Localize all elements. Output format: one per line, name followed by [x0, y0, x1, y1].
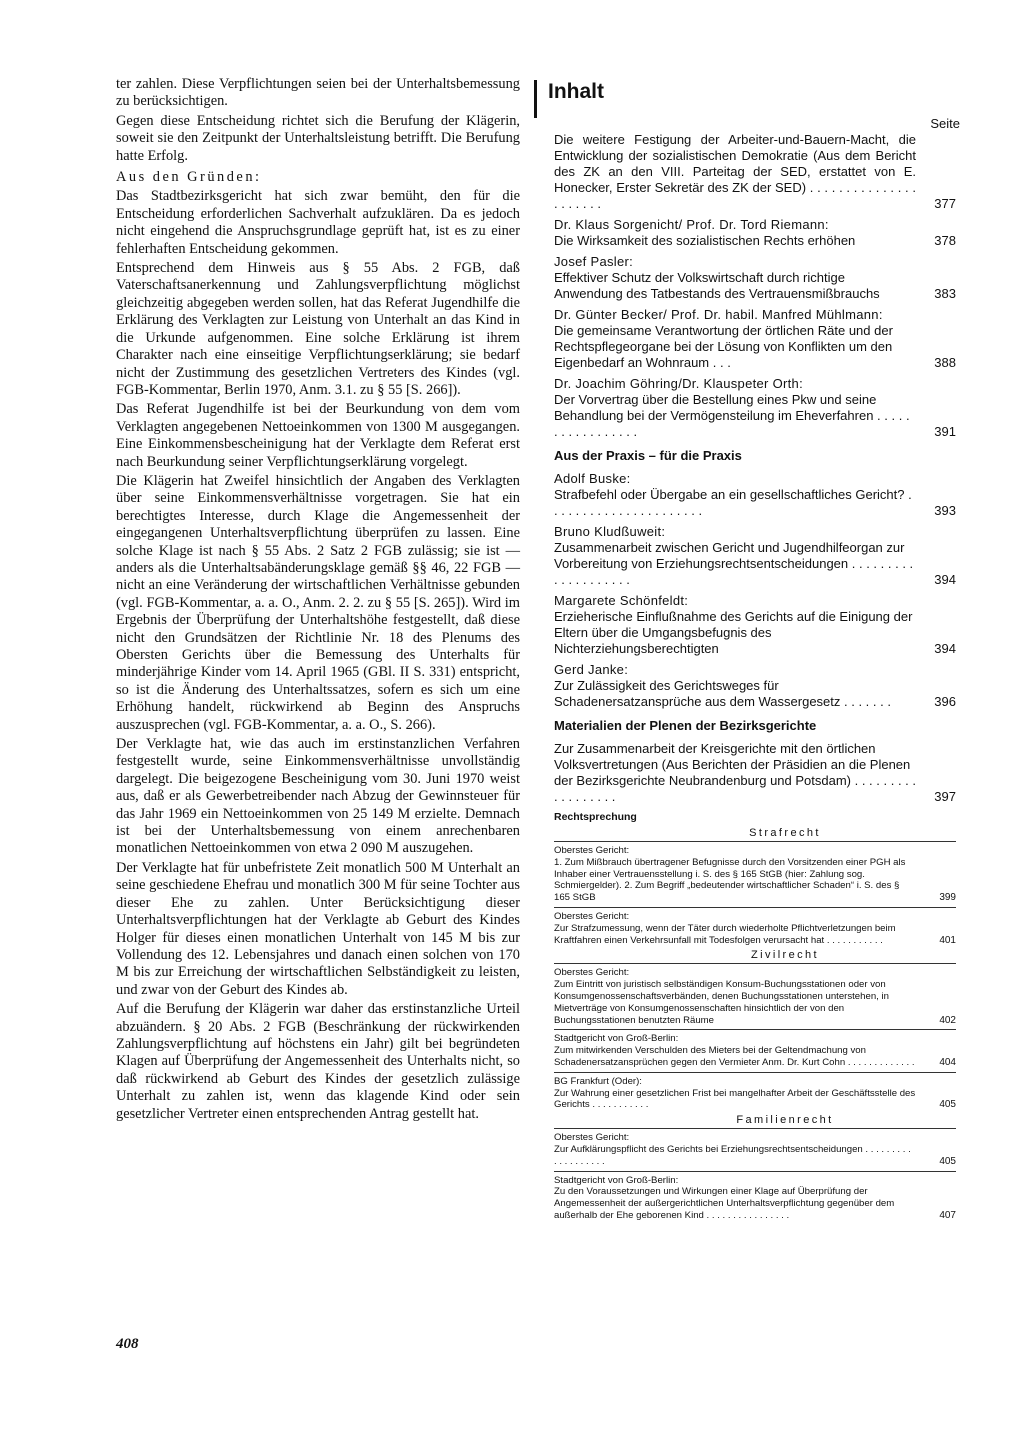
- case-court: Oberstes Gericht:: [554, 845, 630, 856]
- subsection-familienrecht: Familienrecht: [736, 1114, 834, 1127]
- vertical-rule: [534, 80, 537, 118]
- divider: [554, 1171, 956, 1172]
- case-page: 404: [939, 1056, 956, 1068]
- toc-entry: [554, 376, 956, 440]
- case-entry: [554, 967, 956, 1026]
- case-entry: [554, 1076, 956, 1111]
- page-number: 408: [116, 1336, 139, 1352]
- toc-entry-title: Der Vorvertrag über die Bestellung eines Pkw und seine Behandlung bei der Vermögensteilung im Eheverfahren . . . . . . . . . . . . . . . . .: [554, 392, 910, 439]
- toc-entry-page: 394: [934, 641, 956, 656]
- toc-entry: [554, 307, 956, 371]
- case-page: 407: [939, 1209, 956, 1221]
- toc-entry: [554, 254, 956, 302]
- paragraph: ter zahlen. Diese Verpflichtungen seien bei der Unterhaltsbemessung zu berücksichtigen.: [116, 76, 520, 110]
- toc-entry-page: 397: [934, 789, 956, 804]
- section-heading-praxis: Aus der Praxis – für die Praxis: [554, 448, 742, 463]
- toc-entry-author: Margarete Schönfeldt:: [554, 593, 689, 608]
- toc-entry-title: Die gemeinsame Verantwortung der örtlichen Räte und der Rechtspflegeorgane bei der Lösung von Konflikten um den Eigenbedarf an Wohnraum . . .: [554, 323, 893, 370]
- divider: [554, 963, 956, 964]
- toc-entry-title: Effektiver Schutz der Volkswirtschaft durch richtige Anwendung des Tatbestands des Vertrauensmißbrauchs: [554, 270, 880, 301]
- case-page: 402: [939, 1014, 956, 1026]
- toc-entry: [554, 132, 956, 212]
- toc-entry-title: Erzieherische Einflußnahme des Gerichts auf die Einigung der Eltern über die Umgangsbefugnis des Nichterziehungsberechtigten: [554, 609, 913, 656]
- toc-entry-page: 391: [934, 424, 956, 439]
- toc-entry: [554, 524, 956, 588]
- toc-entry-title: Die weitere Festigung der Arbeiter-und-Bauern-Macht, die Entwicklung der sozialistischen Demokratie (Aus dem Bericht des ZK an den VIII. Parteitag der SED, erstattet von E. Honecker, Erster Sekretär des ZK der SED) . . . . . . . . . . . . . . . . . . . . . .: [554, 132, 916, 211]
- toc-entry: [554, 471, 956, 519]
- case-court: BG Frankfurt (Oder):: [554, 1075, 642, 1087]
- divider: [554, 1128, 956, 1129]
- case-text: 1. Zum Mißbrauch übertragener Befugnisse durch den Vorsitzenden einer PGH als Inhaber einer Vertrauensstellung i. S. des § 165 StGB (hier: Zahlung sog. Schmiergelder). 2. Zum Begriff „bedeutender wirtschaftlicher Schaden“ i. S. des § 165 StGB: [554, 856, 906, 904]
- divider: [554, 907, 956, 908]
- toc-entry-page: 388: [934, 355, 956, 370]
- divider: [554, 1029, 956, 1030]
- toc-entry-title: Zusammenarbeit zwischen Gericht und Jugendhilfeorgan zur Vorbereitung von Erziehungsrechtsentscheidungen . . . . . . . . . . . . . . . . . . . .: [554, 540, 914, 587]
- case-court: Oberstes Gericht:: [554, 1132, 630, 1144]
- toc-entry: [554, 741, 956, 805]
- case-text: Zum mitwirkenden Verschulden des Mieters bei der Geltendmachung von Schadenersatzansprüchen gegen den Vermieter Anm. Dr. Kurt Cohn . . . . . . . . . . . . .: [554, 1045, 915, 1068]
- toc-entry-author: Gerd Janke:: [554, 662, 629, 677]
- case-text: Zur Wahrung einer gesetzlichen Frist bei mangelhafter Arbeit der Geschäftsstelle des Gerichts . . . . . . . . . . .: [554, 1087, 916, 1111]
- case-page: 401: [939, 934, 956, 946]
- case-page: 405: [939, 1099, 956, 1111]
- case-court: Stadtgericht von Groß-Berlin:: [554, 1174, 679, 1186]
- toc-entry-page: 393: [934, 503, 956, 518]
- section-heading-rechtsprechung: Rechtsprechung: [554, 811, 637, 823]
- toc-entries: [554, 132, 956, 1225]
- toc-title: Inhalt: [548, 80, 604, 103]
- toc-entry: [554, 662, 956, 710]
- toc-entry: [554, 593, 956, 657]
- paragraph: Der Verklagte hat, wie das auch im erstinstanzlichen Verfahren festgestellt wurde, seine Einkommensverhältnisse unvollständig dargelegt. Die beigezogene Bescheinigung vom 30. Juni 1970 weist aus, daß er als Gewerbetreibender nach Abzug der Gewinnsteuer für das Jahr 1969 ein Nettoeinkommen von 25 149 M erzielte. Demnach ist bei der Unterhaltsbemessung von einem anrechenbaren monatlichen Nettoeinkommen von etwa 2 090 M auszugehen.: [116, 736, 520, 857]
- toc-entry-author: Dr. Joachim Göhring/Dr. Klauspeter Orth:: [554, 376, 803, 391]
- case-text: Zu den Voraussetzungen und Wirkungen einer Klage auf Überprüfung der Angemessenheit der außergerichtlichen Unterhaltsverpflichtung gegenüber dem außerhalb der Ehe geborenen Kind . . . . . . . . . . . . . . . .: [554, 1186, 895, 1221]
- case-entry: [554, 1132, 956, 1167]
- toc-entry-page: 383: [934, 286, 956, 301]
- left-column: [116, 76, 520, 1125]
- case-entry: [554, 1175, 956, 1222]
- toc-entry-author: Bruno Kludßuweit:: [554, 524, 666, 539]
- subsection-strafrecht: Strafrecht: [749, 827, 821, 839]
- paragraph: Entsprechend dem Hinweis aus § 55 Abs. 2 FGB, daß Vaterschaftsanerkennung und Zahlungsverpflichtung möglichst gleichzeitig abgegeben werden sollen, hat das Referat Jugendhilfe die Erklärung des Verklagten zur Leistung von Unterhalt an das Kind in die Urkunde aufgenommen. Eine solche Erklärung ist ihrem Charakter nach eine einseitige Verpflichtungserklärung; sie bedarf nicht der Zustimmung des gesetzlichen Vertreters des Kindes (vgl. FGB-Kommentar, Berlin 1970, Anm. 3.1. zu § 55 [S. 266]).: [116, 260, 520, 398]
- toc-entry-author: Dr. Günter Becker/ Prof. Dr. habil. Manfred Mühlmann:: [554, 307, 883, 322]
- toc-entry-author: Adolf Buske:: [554, 471, 631, 486]
- section-heading-materialien: Materialien der Plenen der Bezirksgerichte: [554, 718, 817, 733]
- toc-entry-page: 378: [934, 233, 956, 248]
- case-entry: [554, 911, 956, 946]
- case-entry: [554, 1033, 956, 1068]
- subsection-zivilrecht: Zivilrecht: [750, 949, 819, 962]
- divider: [554, 1072, 956, 1073]
- case-text: Zum Eintritt von juristisch selbständigen Konsum-Buchungsstationen oder von Konsumgenossenschaftsverbänden, denen Buchungsstationen unterstehen, in Mietverträge von Konsumgenossenschaften hinsichtlich der von den Buchungsstationen benutzten Räume: [554, 979, 889, 1026]
- paragraph: Auf die Berufung der Klägerin war daher das erstinstanzliche Urteil abzuändern. § 20 Abs. 2 FGB (Beschränkung der rückwirkenden Zahlungsverpflichtung auf höchstens ein Jahr) gilt bei begründeten Klagen auf Überprüfung der Angemessenheit des Unterhalts nicht, so daß rückwirkend ab Geburt des Kindes der gesetzlich zulässige Unterhalt zu zahlen ist, wenn das klagende Kind oder sein gesetzlicher Vertreter einen entsprechenden Antrag gestellt hat.: [116, 1001, 520, 1122]
- toc-entry-title: Die Wirksamkeit des sozialistischen Rechts erhöhen: [554, 233, 856, 248]
- case-page: 399: [939, 892, 956, 904]
- paragraph: Der Verklagte hat für unbefristete Zeit monatlich 500 M Unterhalt an seine geschiedene Ehefrau und monatlich 300 M für seine Tochter aus dieser Ehe zu zahlen. Unter Berücksichtigung dieser Unterhaltsverpflichtungen hat der Verklagte ab Geburt des Kindes Holger für dieses einen monatlichen Unterhalt von 145 M bis zur Vollendung des 12. Lebensjahres und danach einen solchen von 170 M bis zur Erreichung der wirtschaftlichen Selbständigkeit zu leisten, und zwar von der Geburt des Kindes ab.: [116, 859, 520, 998]
- case-text: Zur Strafzumessung, wenn der Täter durch wiederholte Pflichtverletzungen beim Kraftfahren einen Verkehrsunfall mit Todesfolgen verursacht hat . . . . . . . . . . .: [554, 922, 896, 946]
- toc-entry: [554, 217, 956, 249]
- case-text: Zur Aufklärungspflicht des Gerichts bei Erziehungsrechtsentscheidungen . . . . . . . . . . . . . . . . . . .: [554, 1143, 911, 1167]
- table-of-contents: [534, 76, 964, 1341]
- seite-label: Seite: [930, 116, 960, 131]
- paragraph: Die Klägerin hat Zweifel hinsichtlich der Angaben des Verklagten über seine Einkommensverhältnisse vorgetragen. Sie hat ein berechtigtes Interesse, durch Klage die Angemessenheit der eingegangenen Unterhaltsverpflichtung überprüfen zu lassen. Eine solche Klage ist nach § 55 Abs. 2 Satz 2 FGB zulässig; sie ist — anders als die Unterhaltsabänderungsklage gemäß §§ 46, 22 FGB — nicht an eine Veränderung der wirtschaftlichen Verhältnisse gebunden (vgl. FGB-Kommentar, a. a. O., Anm. 2. 2. zu § 55 [S. 265]). Wird im Ergebnis der Überprüfung der Unterhaltshöhe festgestellt, daß diese nicht den Grundsätzen der Richtlinie Nr. 18 des Plenums des Obersten Gerichts über die Bemessung des Unterhalts für minderjährige Kinder vom 14. April 1965 (GBl. II S. 331) entspricht, so ist die Änderung des Unterhaltssatzes, sofern es sich um eine Erhöhung handelt, rückwirkend ab Beginn des Anspruchs auszusprechen (vgl. FGB-Kommentar, a. a. O., S. 266).: [116, 472, 520, 733]
- case-court: Stadtgericht von Groß-Berlin:: [554, 1033, 679, 1045]
- case-entry: [554, 845, 956, 904]
- toc-entry-title: Strafbefehl oder Übergabe an ein gesellschaftliches Gericht? . . . . . . . . . . . . . . . . . . . . . .: [554, 487, 912, 518]
- paragraph: Das Stadtbezirksgericht hat sich zwar bemüht, den für die Entscheidung erforderlichen Sachverhalt aufzuklären. Da es jedoch nicht eingehend die Anspruchsgrundlage geprüft hat, ist es zu einer fehlerhaften Entscheidung gekommen.: [116, 188, 520, 257]
- toc-entry-page: 394: [934, 572, 956, 587]
- divider: [554, 841, 956, 842]
- toc-entry-title: Zur Zusammenarbeit der Kreisgerichte mit den örtlichen Volksvertretungen (Aus Berichten der Präsidien an die Plenen der Bezirksgerichte Neubrandenburg und Potsdam) . . . . . . . . . . . . . . . . . .: [554, 741, 917, 804]
- toc-entry-author: Josef Pasler:: [554, 254, 634, 269]
- case-court: Oberstes Gericht:: [554, 910, 630, 922]
- case-court: Oberstes Gericht:: [554, 967, 630, 979]
- section-heading: Aus den Gründen:: [116, 169, 262, 186]
- paragraph: Das Referat Jugendhilfe ist bei der Beurkundung von dem vom Verklagten angegebenen Nettoeinkommen von 1300 M ausgegangen. Eine Einkommensbescheinigung hat der Verklagte dem Referat erst nach Beurkundung seiner Verpflichtungserklärung vorgelegt.: [116, 401, 520, 470]
- toc-entry-page: 396: [934, 694, 956, 709]
- toc-entry-page: 377: [934, 196, 956, 211]
- toc-entry-author: Dr. Klaus Sorgenicht/ Prof. Dr. Tord Riemann:: [554, 217, 829, 232]
- toc-entry-title: Zur Zulässigkeit des Gerichtsweges für Schadenersatzansprüche aus dem Wassergesetz . . . . . . .: [554, 678, 891, 709]
- paragraph: Gegen diese Entscheidung richtet sich die Berufung der Klägerin, soweit sie den Zeitpunkt der Unterhaltsleistung betrifft. Die Berufung hatte Erfolg.: [116, 112, 520, 164]
- case-page: 405: [939, 1155, 956, 1167]
